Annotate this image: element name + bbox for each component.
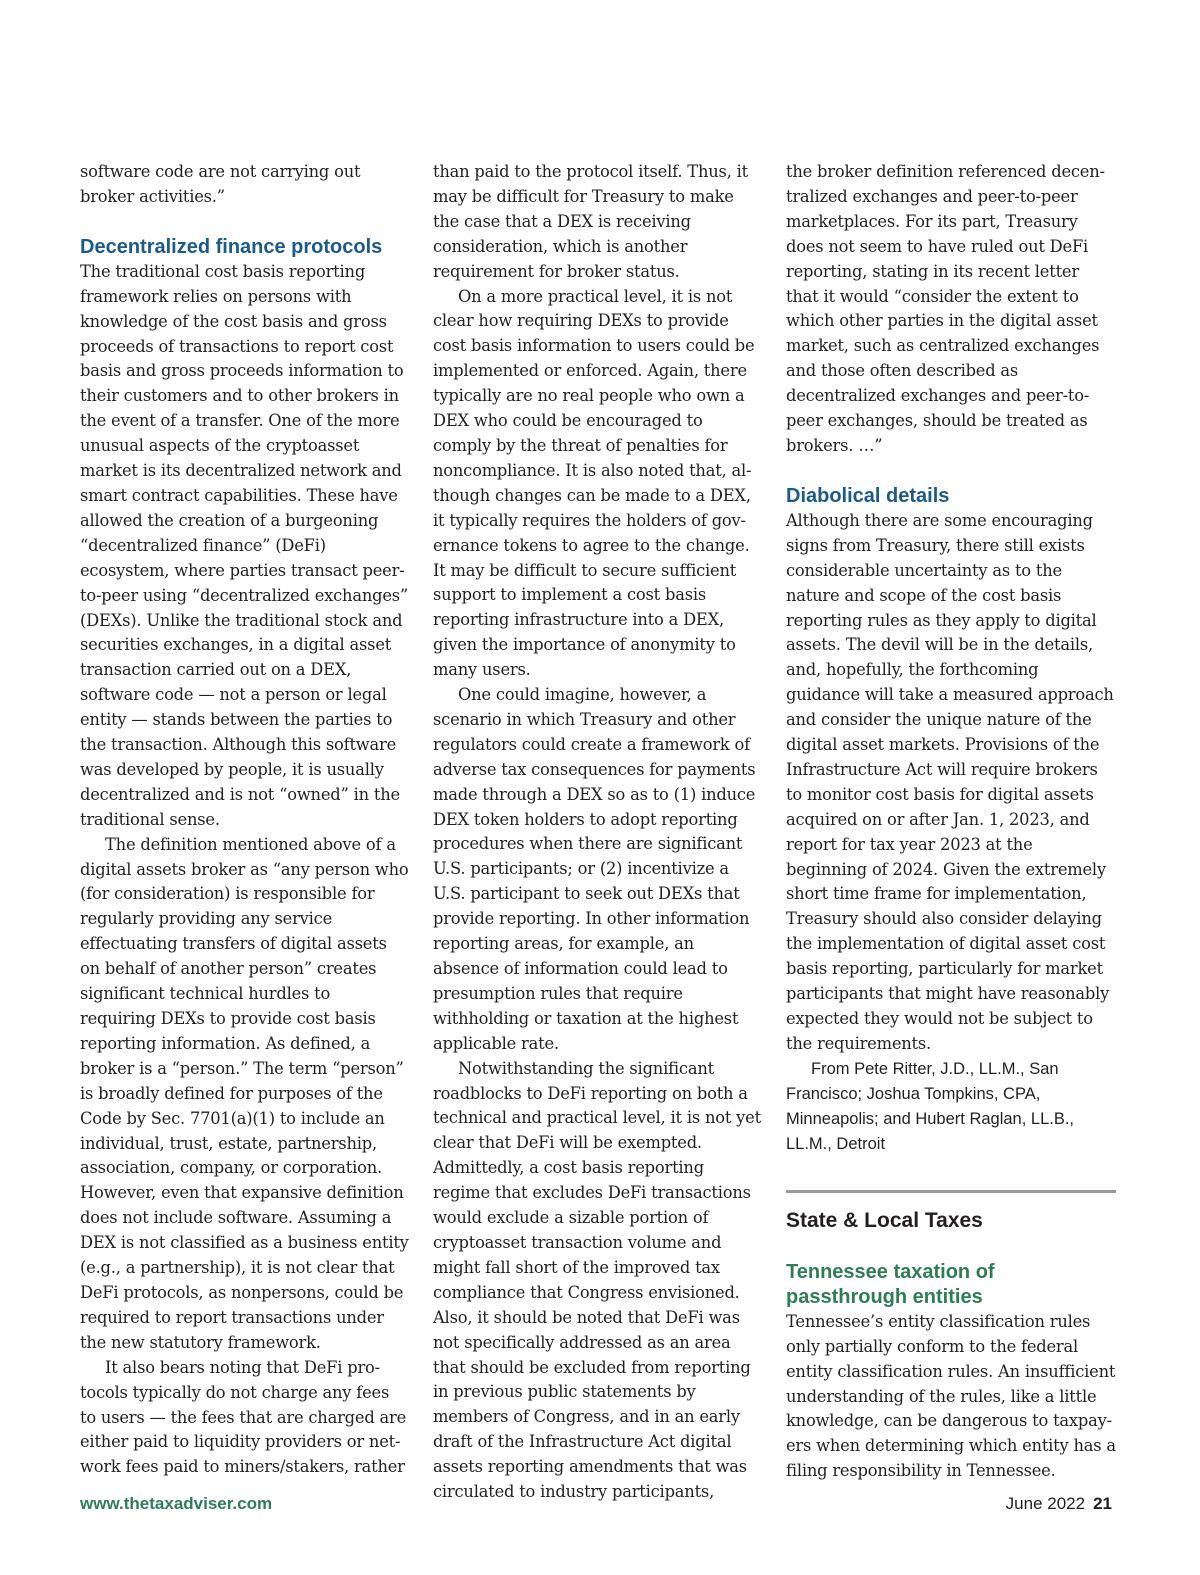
article-column-2 — [433, 160, 763, 1505]
footer-date: June 2022 — [1005, 1494, 1086, 1513]
body-paragraph: than paid to the protocol itself. Thus, it may be difficult for Treasury to make the case that a DEX is receiving consideration, which is another requirement for broker status. — [433, 162, 748, 281]
body-paragraph: the broker definition referenced decentralized exchanges and peer-to-peer marketplaces. For its part, Treasury does not seem to have ruled out DeFi reporting, stating in its recent letter that it would “consider the extent to which other parties in the digital asset market, such as centralized exchanges and those often described as decentralized exchanges and peer-to-peer exchanges, should be treated as brokers. …” — [786, 162, 1106, 455]
body-paragraph: Tennessee’s entity classification rules only partially conform to the federal entity classification rules. An insufficient understanding of the rules, like a little knowledge, can be dangerous to taxpayers when determining which entity has a filing responsibility in Tennessee. — [786, 1311, 1116, 1481]
section-title: State & Local Taxes — [786, 1208, 983, 1232]
author-credit-text: From Pete Ritter, J.D., LL.M., San Francisco; Joshua Tompkins, CPA, Minneapolis; and Hubert Raglan, LL.B., LL.M., Detroit — [786, 1059, 1075, 1153]
body-paragraph: software code are not carrying out broker activities.” — [80, 162, 361, 206]
body-paragraph: The traditional cost basis reporting framework relies on persons with knowledge of the cost basis and gross proceeds of transactions to report cost basis and gross proceeds information to their customers and to other brokers in the event of a transfer. One of the more unusual aspects of the cryptoasset market is its decentralized network and smart contract capabilities. These have allowed the creation of a burgeoning “decentralized finance” (DeFi) ecosystem, where parties transact peer-to-peer using “decentralized exchanges” (DEXs). Unlike the traditional stock and securities exchanges, in a digital asset transaction carried out on a DEX, software code — not a person or legal entity — stands between the parties to the transaction. Although this software was developed by people, it is usually decentralized and is not “owned” in the traditional sense. — [80, 261, 409, 829]
footer-issue — [1006, 1492, 1112, 1516]
body-paragraph: Although there are some encouraging signs from Treasury, there still exists considerable uncertainty as to the nature and scope of the cost basis reporting rules as they apply to digital assets. The devil will be in the details, and, hopefully, the forthcoming guidance will take a measured approach and consider the unique nature of the digital asset markets. Provisions of the Infrastructure Act will require brokers to monitor cost basis for digital assets acquired on or after Jan. 1, 2023, and report for tax year 2023 at the beginning of 2024. Given the extremely short time frame for implementation, Treasury should also consider delaying the implementation of digital asset cost basis reporting, particularly for market participants that might have reasonably expected they would not be subject to the requirements. — [786, 510, 1114, 1053]
body-paragraph: One could imagine, however, a scenario in which Treasury and other regulators could create a framework of adverse tax consequences for payments made through a DEX so as to (1) induce DEX token holders to adopt reporting procedures when there are significant U.S. participants; or (2) incentivize a U.S. participant to seek out DEXs that provide reporting. In other information reporting areas, for example, an absence of information could lead to presumption rules that require withholding or taxation at the highest applicable rate. — [433, 685, 756, 1053]
article-column-1 — [80, 160, 410, 1480]
page-number: 21 — [1093, 1494, 1112, 1513]
body-paragraph: On a more practical level, it is not clear how requiring DEXs to provide cost basis information to users could be implemented or enforced. Again, there typically are no real people who own a DEX who could be encouraged to comply by the threat of penalties for noncompliance. It is also noted that, although changes can be made to a DEX, it typically requires the holders of governance tokens to agree to the change. It may be difficult to secure sufficient support to implement a cost basis reporting infrastructure into a DEX, given the importance of anonymity to many users. — [433, 286, 755, 680]
body-paragraph: The definition mentioned above of a digital assets broker as “any person who (for consideration) is responsible for regularly providing any service effectuating transfers of digital assets on behalf of another person” creates significant technical hurdles to requiring DEXs to provide cost basis reporting information. As defined, a broker is a “person.” The term “person” is broadly defined for purposes of the Code by Sec. 7701(a)(1) to include an individual, trust, estate, partnership, association, company, or corporation. However, even that expansive definition does not include software. Assuming a DEX is not classified as a business entity (e.g., a partnership), it is not clear that DeFi protocols, as nonpersons, could be required to report transactions under the new statutory framework. — [80, 834, 409, 1352]
subheading-tennessee: Tennessee taxation of passthrough entities — [786, 1260, 995, 1308]
subheading-diabolical-details: Diabolical details — [786, 484, 950, 507]
body-paragraph: Notwithstanding the significant roadblocks to DeFi reporting on both a technical and practical level, it is not yet clear that DeFi will be exempted. Admittedly, a cost basis reporting regime that excludes DeFi transactions would exclude a sizable portion of cryptoasset transaction volume and might fall short of the improved tax compliance that Congress envisioned. Also, it should be noted that DeFi was not specifically addressed as an area that should be excluded from reporting in previous public statements by members of Congress, and in an early draft of the Infrastructure Act digital assets reporting amendments that was circulated to industry participants, — [433, 1058, 761, 1502]
subheading-decentralized-finance: Decentralized finance protocols — [80, 235, 383, 258]
author-credit — [786, 1057, 1116, 1157]
section-divider — [786, 1190, 1116, 1193]
body-paragraph: It also bears noting that DeFi protocols typically do not charge any fees to users — the fees that are charged are either paid to liquidity providers or network fees paid to miners/stakers, rather — [80, 1357, 407, 1477]
footer-url[interactable]: www.thetaxadviser.com — [80, 1494, 273, 1513]
article-column-3 — [786, 160, 1116, 1484]
